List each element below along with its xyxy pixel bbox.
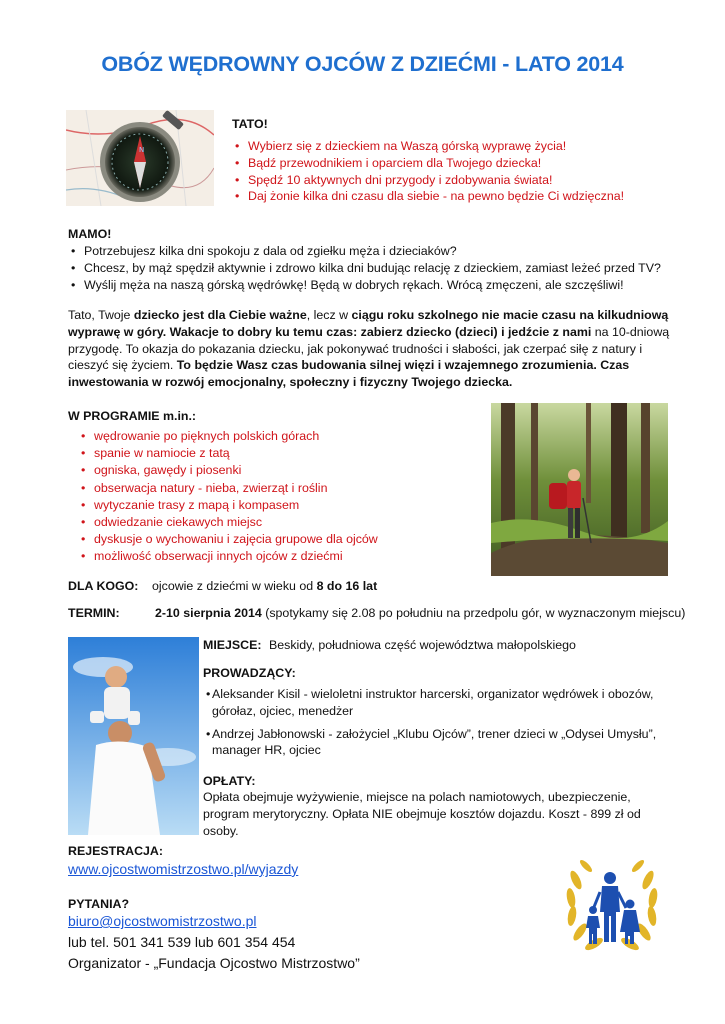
organizer-text: Organizator - „Fundacja Ojcostwo Mistrzostwo” [68, 955, 360, 971]
list-item: • Bądź przewodnikiem i oparciem dla Twojego dziecka! [232, 155, 702, 172]
list-item: • wędrowanie po pięknych polskich górach [78, 428, 478, 445]
tato-list [232, 138, 702, 205]
intro-text: , lecz w [306, 308, 352, 322]
intro-bold: To będzie Wasz czas budowania silnej więzi i wzajemnego zrozumienia. Czas inwestowania w rozwój emocjonalny, społeczny i fizyczny Twojego dziecka. [68, 358, 630, 390]
oplaty-heading: OPŁATY: [203, 774, 256, 788]
dla-kogo-text: ojcowie z dziećmi w wieku od [152, 579, 317, 593]
email-link[interactable]: biuro@ojcostwomistrzostwo.pl [68, 913, 257, 929]
intro-text: na 10-dniową przygodę. To okazja do pokazania dziecku, jak pokonywać trudności i słabości, jak czerpać siłę z natury i cieszyć się życiem. [68, 324, 670, 373]
intro-bold: dziecko jest dla Ciebie ważne [133, 308, 307, 322]
mamo-heading: MAMO! [68, 227, 112, 241]
laurel-family-logo [562, 850, 662, 960]
list-item: • Potrzebujesz kilka dni spokoju z dala od zgiełku męża i dzieciaków? [68, 243, 708, 260]
registration-link[interactable]: www.ojcostwomistrzostwo.pl/wyjazdy [68, 861, 299, 877]
termin-label: TERMIN: [68, 606, 120, 620]
list-item: • ogniska, gawędy i piosenki [78, 462, 478, 479]
list-item: • obserwacja natury - nieba, zwierząt i roślin [78, 480, 478, 497]
termin-text: (spotykamy się 2.08 po południu na przedpolu gór, w wyznaczonym miejscu) [261, 606, 686, 620]
phone-text: lub tel. 501 341 539 lub 601 354 454 [68, 934, 296, 950]
list-item: • Andrzej Jabłonowski - założyciel „Klubu Ojców”, trener dzieci w „Odysei Umysłu”, manager HR, ojciec [203, 726, 658, 760]
miejsce-text: Beskidy, południowa część województwa małopolskiego [268, 638, 576, 652]
rejestracja-heading: REJESTRACJA: [68, 844, 164, 858]
list-item: • Spędź 10 aktywnych dni przygody i zdobywania świata! [232, 172, 702, 189]
list-item: • możliwość obserwacji innych ojców z dziećmi [78, 548, 478, 565]
prowadzacy-list [203, 686, 658, 759]
dla-kogo-label: DLA KOGO: [68, 579, 139, 593]
father-child-photo [68, 637, 199, 835]
list-item: • Chcesz, by mąż spędził aktywnie i zdrowo kilka dni budując relację z dzieckiem, zamiast leżeć przed TV? [68, 260, 708, 277]
intro-text: Tato, Twoje [68, 308, 134, 322]
compass-photo [66, 110, 214, 206]
pytania-heading: PYTANIA? [68, 897, 130, 911]
hiker-photo [491, 403, 668, 576]
program-heading: W PROGRAMIE m.in.: [68, 409, 197, 423]
miejsce-label: MIEJSCE: [203, 638, 262, 652]
prowadzacy-heading: PROWADZĄCY: [203, 666, 296, 680]
intro-paragraph [68, 307, 670, 391]
intro-bold: ciągu roku szkolnego nie macie czasu na kilkudniową wyprawę w góry. Wakacje to dobry ku temu czas: zabierz dziecko (dzieci) i jedźcie z nami [68, 308, 669, 339]
list-item: • spanie w namiocie z tatą [78, 445, 478, 462]
page-title: OBÓZ WĘDROWNY OJCÓW Z DZIEĆMI - LATO 2014 [101, 52, 624, 76]
list-item: • Wyślij męża na naszą górską wędrówkę! Będą w dobrych rękach. Wrócą zmęczeni, ale szczęśliwi! [68, 277, 708, 294]
termin-row [68, 605, 685, 622]
list-item: • Aleksander Kisil - wieloletni instruktor harcerski, organizator wędrówek i obozów, górołaz, ojciec, menedżer [203, 686, 658, 720]
miejsce-row [203, 637, 576, 654]
termin-date: 2-10 sierpnia 2014 [155, 606, 262, 620]
mamo-list [68, 243, 708, 293]
svg-text:N: N [139, 146, 145, 154]
list-item: • Wybierz się z dzieckiem na Waszą górską wyprawę życia! [232, 138, 702, 155]
list-item: • wytyczanie trasy z mapą i kompasem [78, 497, 478, 514]
tato-heading: TATO! [232, 117, 268, 131]
dla-kogo-age: 8 do 16 lat [316, 579, 378, 593]
oplaty-text: Opłata obejmuje wyżywienie, miejsce na polach namiotowych, ubezpieczenie, program merytoryczny. Opłata NIE obejmuje kosztów dojazdu. Koszt - 899 zł od osoby. [203, 790, 641, 838]
list-item: • dyskusje o wychowaniu i zajęcia grupowe dla ojców [78, 531, 478, 548]
list-item: • Daj żonie kilka dni czasu dla siebie - na pewno będzie Ci wdzięczna! [232, 188, 702, 205]
list-item: • odwiedzanie ciekawych miejsc [78, 514, 478, 531]
dla-kogo-row [68, 578, 377, 595]
program-list [78, 428, 478, 566]
